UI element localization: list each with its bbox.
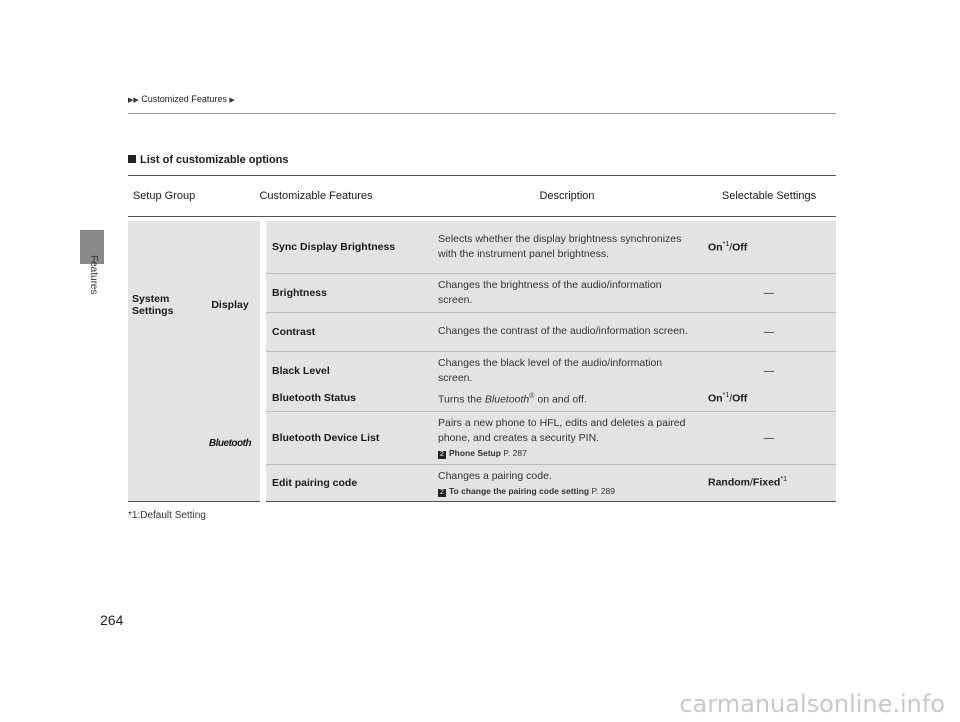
header-rule — [128, 113, 836, 114]
header-selectable-settings: Selectable Settings — [702, 176, 836, 217]
breadcrumb-title[interactable]: Customized Features — [141, 94, 227, 104]
breadcrumb — [128, 94, 235, 104]
side-tab-label: Features — [88, 255, 99, 295]
header-description: Description — [432, 176, 702, 217]
setting-bluetooth-status: On$^{*1}$/Off — [702, 386, 836, 411]
square-bullet-icon — [128, 155, 136, 163]
page-number: 264 — [100, 612, 124, 628]
feature-edit-pairing-code: Edit pairing code — [266, 464, 432, 501]
breadcrumb-arrow-icon: ▶ — [229, 97, 235, 104]
desc-black-level: Changes the black level of the audio/information screen. — [432, 351, 702, 390]
desc-bluetooth-status: Turns the Bluetooth® on and off. — [432, 386, 702, 411]
feature-black-level: Black Level — [266, 351, 432, 390]
table-row — [128, 386, 836, 411]
group-system-settings: System Settings — [128, 221, 200, 390]
table-row — [128, 221, 836, 273]
setting-brightness: — — [702, 273, 836, 312]
section-heading: List of customizable options — [128, 154, 289, 166]
desc-bluetooth-device-list: Pairs a new phone to HFL, edits and deletes a paired phone, and creates a security PIN. 2 Phone Setup P. 287 — [432, 411, 702, 464]
options-table — [128, 175, 836, 391]
header-setup-group: Setup Group — [128, 176, 200, 217]
subgroup-bluetooth-logo: Bluetooth — [200, 386, 260, 501]
feature-bluetooth-status: Bluetooth Status — [266, 386, 432, 411]
subgroup-display: Display — [200, 221, 260, 390]
header-customizable-features: Customizable Features — [200, 176, 432, 217]
desc-contrast: Changes the contrast of the audio/information screen. — [432, 312, 702, 351]
feature-brightness: Brightness — [266, 273, 432, 312]
ref-pairing-code[interactable]: 2 To change the pairing code setting P. 289 — [438, 485, 696, 497]
desc-edit-pairing-code: Changes a pairing code. 2 To change the pairing code setting P. 289 — [432, 464, 702, 501]
setting-bluetooth-device-list: — — [702, 411, 836, 464]
breadcrumb-arrows-icon: ▶▶ — [128, 97, 139, 104]
cross-reference-icon: 2 — [438, 489, 446, 497]
setting-edit-pairing-code: Random/Fixed$^{*1}$ — [702, 464, 836, 501]
setting-sync-display-brightness: On$^{*1}$/Off — [702, 221, 836, 273]
feature-contrast: Contrast — [266, 312, 432, 351]
desc-sync-display-brightness: Selects whether the display brightness synchronizes with the instrument panel brightness. — [432, 221, 702, 273]
footnote: *1:Default Setting — [128, 510, 206, 521]
setting-contrast: — — [702, 312, 836, 351]
table-header-row — [128, 176, 836, 217]
ref-phone-setup[interactable]: 2 Phone Setup P. 287 — [438, 447, 696, 459]
feature-sync-display-brightness: Sync Display Brightness — [266, 221, 432, 273]
feature-bluetooth-device-list: Bluetooth Device List — [266, 411, 432, 464]
cross-reference-icon: 2 — [438, 451, 446, 459]
setting-black-level: — — [702, 351, 836, 390]
watermark: carmanualsonline.info — [679, 690, 945, 718]
desc-brightness: Changes the brightness of the audio/information screen. — [432, 273, 702, 312]
options-table-bluetooth — [128, 386, 836, 502]
